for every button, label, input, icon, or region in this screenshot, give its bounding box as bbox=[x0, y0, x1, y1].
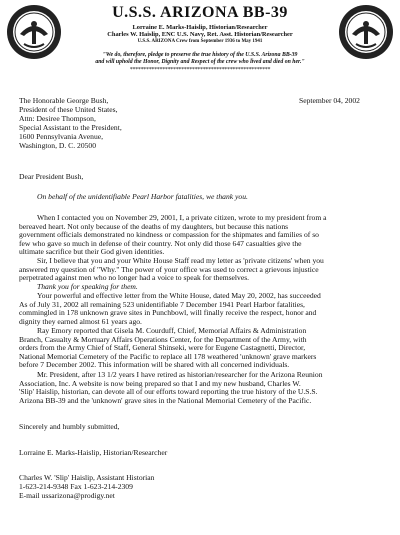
behalf-line: On behalf of the unidentifiable Pearl Harbor fatalities, we thank you. bbox=[37, 192, 248, 201]
paragraph-line: Your powerful and effective letter from the White House, dated May 20, 2002, has succeeded bbox=[37, 291, 321, 300]
address-line: The Honorable George Bush, bbox=[19, 96, 109, 105]
paragraph-line: ultimate sacrifice but their God given identities. bbox=[19, 247, 165, 257]
paragraph-line: orders from the Army Chief of Staff, General Shinseki, were for Eugene Castagnetti, Director, bbox=[19, 343, 306, 353]
paragraph-line: perpetrated against men who no longer had a voice to speak for themselves. bbox=[19, 273, 250, 283]
motto-line-2: and will uphold the Honor, Dignity and Respect of the crew who lived and died on her." bbox=[95, 59, 305, 65]
paragraph-line: National Memorial Cemetery of the Pacific to replace all 178 weathered 'unknown' grave markers bbox=[19, 351, 317, 361]
address-line: 1600 Pennsylvania Avenue, bbox=[19, 132, 104, 141]
thank-line: Thank you for speaking for them. bbox=[37, 282, 138, 291]
paragraph-line: dignity they earned almost 61 years ago. bbox=[19, 316, 142, 326]
paragraph-line: before 7 December 2002. This information will be shared with all concerned individuals. bbox=[19, 360, 290, 370]
address-line: Attn: Desiree Thompson, bbox=[19, 114, 96, 123]
paragraph-line: few who gave so much in defense of their country. Not only did those 647 casualties give the bbox=[19, 238, 302, 248]
paragraph-1 bbox=[19, 214, 381, 257]
paragraph-2 bbox=[19, 257, 381, 283]
paragraph-line: Sir, I believe that you and your White House Staff read my letter as 'private citizens' when you bbox=[37, 256, 324, 265]
paragraph-line: As of July 31, 2002 all remaining 523 unidentifiable 7 December 1941 Pearl Harbor fatalities, bbox=[19, 299, 305, 309]
paragraph-line: Mr. President, after 13 1/2 years I have retired as historian/researcher for the Arizona Reunion bbox=[37, 370, 323, 379]
signature-1: Lorraine E. Marks-Haislip, Historian/Researcher bbox=[19, 448, 168, 457]
address-line: Special Assistant to the President, bbox=[19, 123, 122, 132]
paragraph-line: government officials demonstrated no kindness or compassion for the shipmates and families of so bbox=[19, 230, 319, 240]
paragraph-line: commingled in 178 unknown grave sites in Punchbowl, will finally receive the respect, honor and bbox=[19, 308, 317, 318]
signature-2-email: E-mail ussarizona@prodigy.net bbox=[19, 491, 115, 500]
letterhead-line-2: Charles W. Haislip, ENC U.S. Navy, Ret. Asst. Historian/Researcher bbox=[107, 31, 293, 38]
paragraph-line: Association, Inc. A website is now being prepared so that I and my new husband, Charles W. bbox=[19, 378, 301, 388]
paragraph-5 bbox=[19, 371, 381, 405]
address-line: Washington, D. C. 20500 bbox=[19, 141, 97, 150]
letterhead-line-3: U.S.S. ARIZONA Crew from September 1936 to May 1941 bbox=[137, 39, 263, 44]
paragraph-line: 'Slip' Haislip, historian, can devote all of our efforts toward reporting the true history of the U.S.S. bbox=[19, 387, 318, 397]
salutation: Dear President Bush, bbox=[19, 172, 84, 181]
paragraph-3 bbox=[19, 292, 381, 326]
letterhead-line-1: Lorraine E. Marks-Haislip, Historian/Researcher bbox=[132, 24, 268, 31]
paragraph-line: Ray Emory reported that Gisela M. Courduff, Chief, Memorial Affairs & Administration bbox=[37, 326, 307, 335]
letterhead-title: U.S.S. ARIZONA BB-39 bbox=[112, 4, 288, 21]
address-line: President of these United States, bbox=[19, 105, 118, 114]
paragraph-4 bbox=[19, 327, 381, 370]
paragraph-line: bereaved heart. Not only because of the deaths of my daughters, but because this nations bbox=[19, 221, 289, 231]
signature-2-name: Charles W. 'Slip' Haislip, Assistant Historian bbox=[19, 473, 155, 482]
paragraph-line: Branch, Casualty & Mortuary Affairs Operations Center, for the Department of the Army, with bbox=[19, 334, 307, 344]
motto-line-1: "We do, therefore, pledge to preserve the true history of the U.S.S. Arizona BB-39 bbox=[102, 52, 298, 58]
paragraph-line: Arizona BB-39 and the 'unknown' grave sites in the National Memorial Cemetery of the Pacific. bbox=[19, 395, 312, 405]
star-divider: **************************************************** bbox=[129, 67, 271, 73]
paragraph-line: answered my question of "Why." The power of your office was used to correct a grievous injustice bbox=[19, 264, 319, 274]
closing: Sincerely and humbly submitted, bbox=[19, 422, 120, 431]
letter-date: September 04, 2002 bbox=[299, 96, 360, 105]
signature-2-phone: 1-623-214-9348 Fax 1-623-214-2309 bbox=[19, 482, 133, 491]
paragraph-line: When I contacted you on November 29, 2001, I, a private citizen, wrote to my president from a bbox=[37, 213, 327, 222]
